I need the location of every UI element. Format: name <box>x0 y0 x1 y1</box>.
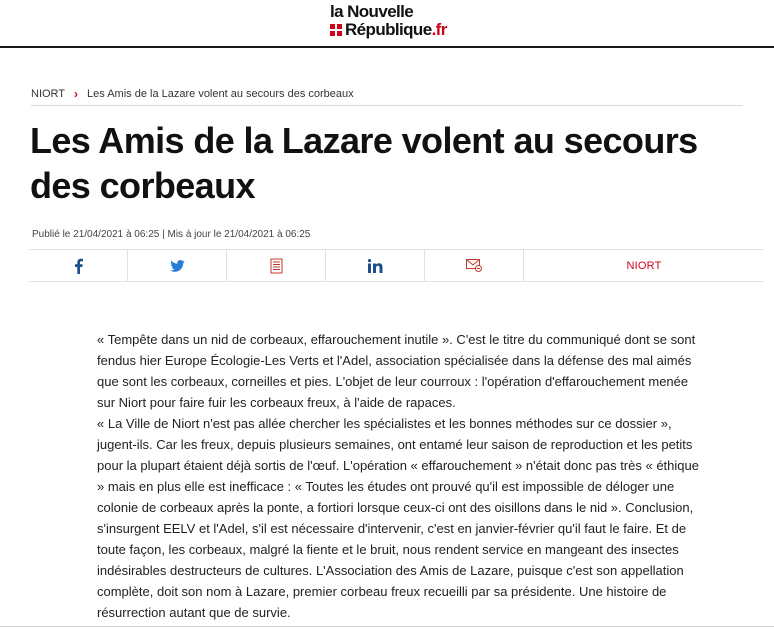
logo-line1: la Nouvelle <box>330 2 414 21</box>
article-tag-label: NIORT <box>626 259 662 272</box>
share-email-button[interactable] <box>425 250 524 281</box>
logo-tld: .fr <box>431 20 447 39</box>
breadcrumb <box>31 86 354 102</box>
logo-mark-icon <box>330 24 342 36</box>
site-logo[interactable] <box>330 3 470 43</box>
print-icon <box>270 258 283 274</box>
article-body <box>97 329 709 623</box>
share-linkedin-button[interactable] <box>326 250 425 281</box>
breadcrumb-current: Les Amis de la Lazare volent au secours des corbeaux <box>87 88 354 100</box>
facebook-icon <box>74 258 83 274</box>
bottom-divider <box>0 626 774 627</box>
article-meta: Publié le 21/04/2021 à 06:25 | Mis à jour le 21/04/2021 à 06:25 <box>32 229 311 240</box>
linkedin-icon <box>368 259 383 273</box>
share-print-button[interactable] <box>227 250 326 281</box>
site-header <box>0 0 774 48</box>
share-facebook-button[interactable] <box>29 250 128 281</box>
article-tag-link[interactable] <box>524 250 764 281</box>
breadcrumb-separator: › <box>74 87 79 101</box>
breadcrumb-divider <box>31 105 743 106</box>
twitter-icon <box>170 260 185 272</box>
article-title: Les Amis de la Lazare volent au secours des corbeaux <box>30 120 698 206</box>
breadcrumb-section-link[interactable]: NIORT <box>31 88 66 100</box>
logo-line2-text: République <box>345 20 432 39</box>
email-icon <box>466 259 482 272</box>
article-paragraph: « La Ville de Niort n'est pas allée chercher les spécialistes et les bonnes méthodes sur ce dossier », jugent-ils. Car les freux, depuis plusieurs semaines, ont entamé leur saison de reproduction et les petits pour la plupart étaient déjà sortis de l'œuf. L'opération « effarouchement » n'était donc pas très « éthique » mais en plus elle est inefficace : « Toutes les études ont prouvé qu'il est impossible de déloger une colonie de corbeaux après la ponte, a fortiori lorsque ceux-ci ont des oisillons dans le nid ». Conclusion, s'insurgent EELV et l'Adel, s'il est nécessaire d'intervenir, c'est en janvier-février qu'il faut le faire. Et de toute façon, les corbeaux, malgré la fiente et le bruit, nous rendent service en mangeant des insectes indésirables destructeurs de cultures. L'Association des Amis de Lazare, puisque c'est son appellation complète, doit son nom à Lazare, premier corbeau freux recueilli par sa présidente. Une histoire de résurrection autant que de survie. <box>97 416 699 620</box>
article-paragraph: « Tempête dans un nid de corbeaux, effarouchement inutile ». C'est le titre du communiqué dont se sont fendus hier Europe Écologie-Les Verts et l'Adel, association spécialisée dans la défense des mal aimés que sont les corbeaux, corneilles et pies. L'objet de leur courroux : l'opération d'effarouchement menée sur Niort pour faire fuir les corbeaux freux, à l'aide de rapaces. <box>97 332 696 410</box>
share-bar <box>29 249 764 282</box>
share-twitter-button[interactable] <box>128 250 227 281</box>
